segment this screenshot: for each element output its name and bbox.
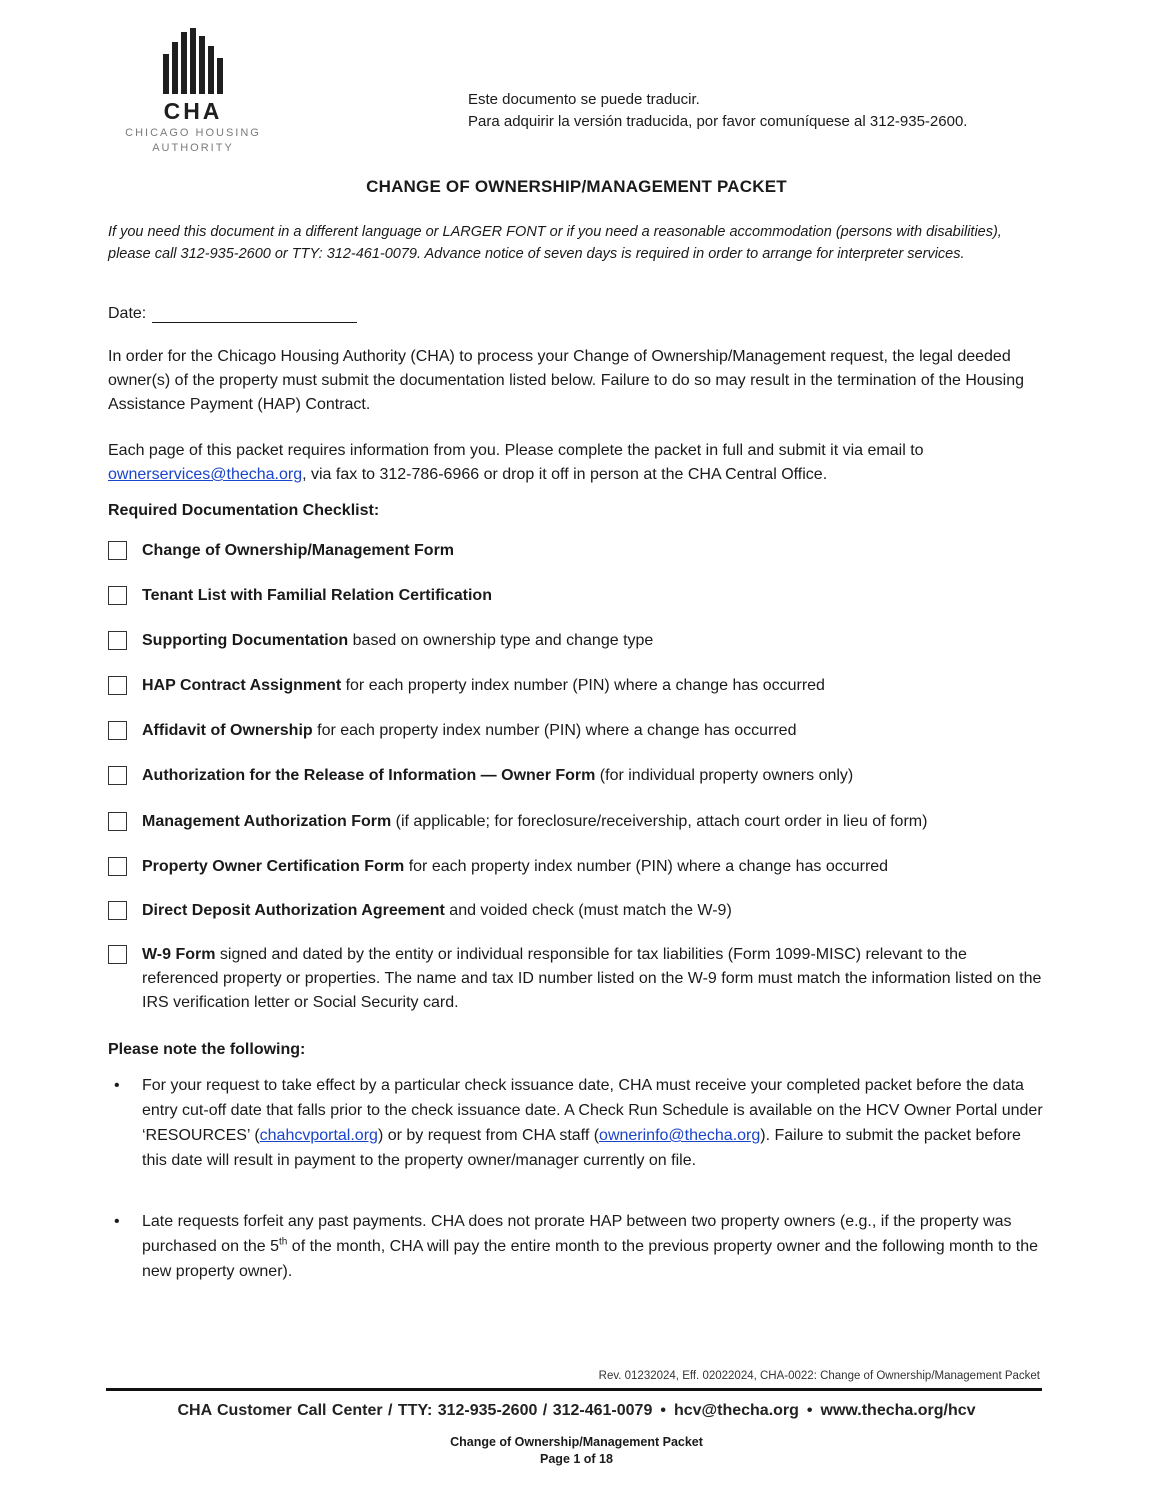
date-field xyxy=(108,305,357,323)
portal-link[interactable]: chahcvportal.org xyxy=(259,1127,378,1144)
footer-website[interactable]: www.thecha.org/hcv xyxy=(820,1402,976,1419)
checklist-item-title: Property Owner Certification Form xyxy=(142,858,405,875)
submission-paragraph xyxy=(108,439,1043,487)
note-item xyxy=(108,1209,1043,1284)
note2-superscript: th xyxy=(279,1236,288,1248)
checklist-item-detail: for each property index number (PIN) where a change has occurred xyxy=(341,677,825,694)
date-input-line[interactable] xyxy=(152,305,357,323)
checklist-item-title: Tenant List with Familial Relation Certification xyxy=(142,587,492,604)
page-info xyxy=(0,1434,1153,1468)
checkbox[interactable] xyxy=(108,766,127,785)
checklist-item-detail: for each property index number (PIN) where a change has occurred xyxy=(404,858,889,875)
checkbox[interactable] xyxy=(108,945,127,964)
footer-separator: • xyxy=(806,1402,813,1419)
footer-call-center: CHA Customer Call Center / TTY: 312-935-2600 / 312-461-0079 xyxy=(177,1402,653,1419)
checklist-item xyxy=(108,629,1043,653)
bullet-icon: • xyxy=(114,1077,120,1094)
checkbox[interactable] xyxy=(108,541,127,560)
note-item xyxy=(108,1073,1043,1173)
document-name: Change of Ownership/Management Packet xyxy=(450,1435,703,1449)
checklist-item-title: Direct Deposit Authorization Agreement xyxy=(142,902,445,919)
cha-logo xyxy=(118,28,268,155)
footer-divider xyxy=(106,1388,1042,1391)
checklist-item-title: Change of Ownership/Management Form xyxy=(142,542,455,559)
logo-abbr: CHA xyxy=(163,98,223,124)
revision-info: Rev. 01232024, Eff. 02022024, CHA-0022: Change of Ownership/Management Packet xyxy=(598,1370,1040,1382)
checklist-item xyxy=(108,674,1043,698)
building-bars-icon xyxy=(161,28,225,94)
checklist-item-detail: (if applicable; for foreclosure/receivership, attach court order in lieu of form) xyxy=(391,813,928,830)
owner-services-email-link[interactable]: ownerservices@thecha.org xyxy=(108,466,303,483)
checklist-item-title: Supporting Documentation xyxy=(142,632,349,649)
logo-line2: AUTHORITY xyxy=(152,142,234,154)
checklist-item xyxy=(108,899,1043,923)
accommodation-notice: If you need this document in a different language or LARGER FONT or if you need a reasonable accommodation (persons with disabilities), please call 312-935-2600 or TTY: 312-461-0079. Advance notice of seven days is required in order to arrange for interpreter services. xyxy=(108,224,1002,262)
notes-heading: Please note the following: xyxy=(108,1041,306,1058)
checklist-item xyxy=(108,943,1043,1015)
footer-separator: • xyxy=(660,1402,666,1419)
checkbox[interactable] xyxy=(108,901,127,920)
checklist-item xyxy=(108,539,1043,563)
checklist-item-title: Affidavit of Ownership xyxy=(142,722,313,739)
owner-info-email-link[interactable]: ownerinfo@thecha.org xyxy=(599,1127,761,1144)
note2-text-a: Late requests forfeit any past payments. CHA does not prorate HAP between two property owners (e.g., if the property was purchased on the 5 xyxy=(142,1213,1012,1255)
checkbox[interactable] xyxy=(108,812,127,831)
checklist-item-title: Management Authorization Form xyxy=(142,813,392,830)
translation-line1: Este documento se puede traducir. xyxy=(468,91,700,108)
checklist-item xyxy=(108,584,1043,608)
logo-line1: CHICAGO HOUSING xyxy=(125,127,261,139)
date-label: Date: xyxy=(108,305,147,322)
checklist-item-title: Authorization for the Release of Information — Owner Form xyxy=(142,767,596,784)
checklist-item-detail: based on ownership type and change type xyxy=(348,632,654,649)
checklist-item-title: W-9 Form xyxy=(142,946,216,963)
note1-text-b: ) or by request from CHA staff ( xyxy=(377,1127,600,1144)
checkbox[interactable] xyxy=(108,631,127,650)
checklist-heading: Required Documentation Checklist: xyxy=(108,502,380,519)
checklist-item xyxy=(108,719,1043,743)
checkbox[interactable] xyxy=(108,586,127,605)
footer-email[interactable]: hcv@thecha.org xyxy=(673,1402,799,1419)
checklist-item xyxy=(108,764,1043,788)
bullet-icon: • xyxy=(114,1213,120,1230)
note1-text-c: ). Failure to submit the packet before this date will result in payment to the property owner/manager currently on file. xyxy=(142,1127,1021,1169)
checkbox[interactable] xyxy=(108,857,127,876)
footer-contact xyxy=(0,1402,1153,1420)
page-title: CHANGE OF OWNERSHIP/MANAGEMENT PACKET xyxy=(366,177,787,196)
submission-text-post: , via fax to 312-786-6966 or drop it off in person at the CHA Central Office. xyxy=(302,466,828,483)
submission-text-pre: Each page of this packet requires information from you. Please complete the packet in full and submit it via email to xyxy=(108,442,924,459)
checklist-item xyxy=(108,855,1043,879)
checkbox[interactable] xyxy=(108,721,127,740)
checklist-item-title: HAP Contract Assignment xyxy=(142,677,342,694)
instructions-paragraph: In order for the Chicago Housing Authority (CHA) to process your Change of Ownership/Management request, the legal deeded owner(s) of the property must submit the documentation listed below. Failure to do so may result in the termination of the Housing Assistance Payment (HAP) Contract. xyxy=(108,348,1025,413)
checklist-item-detail: for each property index number (PIN) where a change has occurred xyxy=(312,722,797,739)
checklist-item xyxy=(108,810,1043,834)
checklist-item-detail: (for individual property owners only) xyxy=(595,767,854,784)
translation-notice xyxy=(468,89,967,133)
note2-text-b: of the month, CHA will pay the entire month to the previous property owner and the following month to the new property owner). xyxy=(142,1238,1038,1280)
note1-text-a: For your request to take effect by a particular check issuance date, CHA must receive your completed packet before the data entry cut-off date that falls prior to the check issuance date. A Check Run Schedule is available on the HCV Owner Portal under ‘RESOURCES’ ( xyxy=(142,1077,1043,1144)
checklist-item-detail: and voided check (must match the W-9) xyxy=(444,902,732,919)
page-number: Page 1 of 18 xyxy=(540,1452,613,1466)
checkbox[interactable] xyxy=(108,676,127,695)
checklist-item-detail: signed and dated by the entity or individual responsible for tax liabilities (Form 1099-MISC) relevant to the referenced property or properties. The name and tax ID number listed on the W-9 form must match the information listed on the IRS verification letter or Social Security card. xyxy=(142,946,1042,1011)
translation-line2: Para adquirir la versión traducida, por favor comuníquese al 312-935-2600. xyxy=(468,113,968,130)
